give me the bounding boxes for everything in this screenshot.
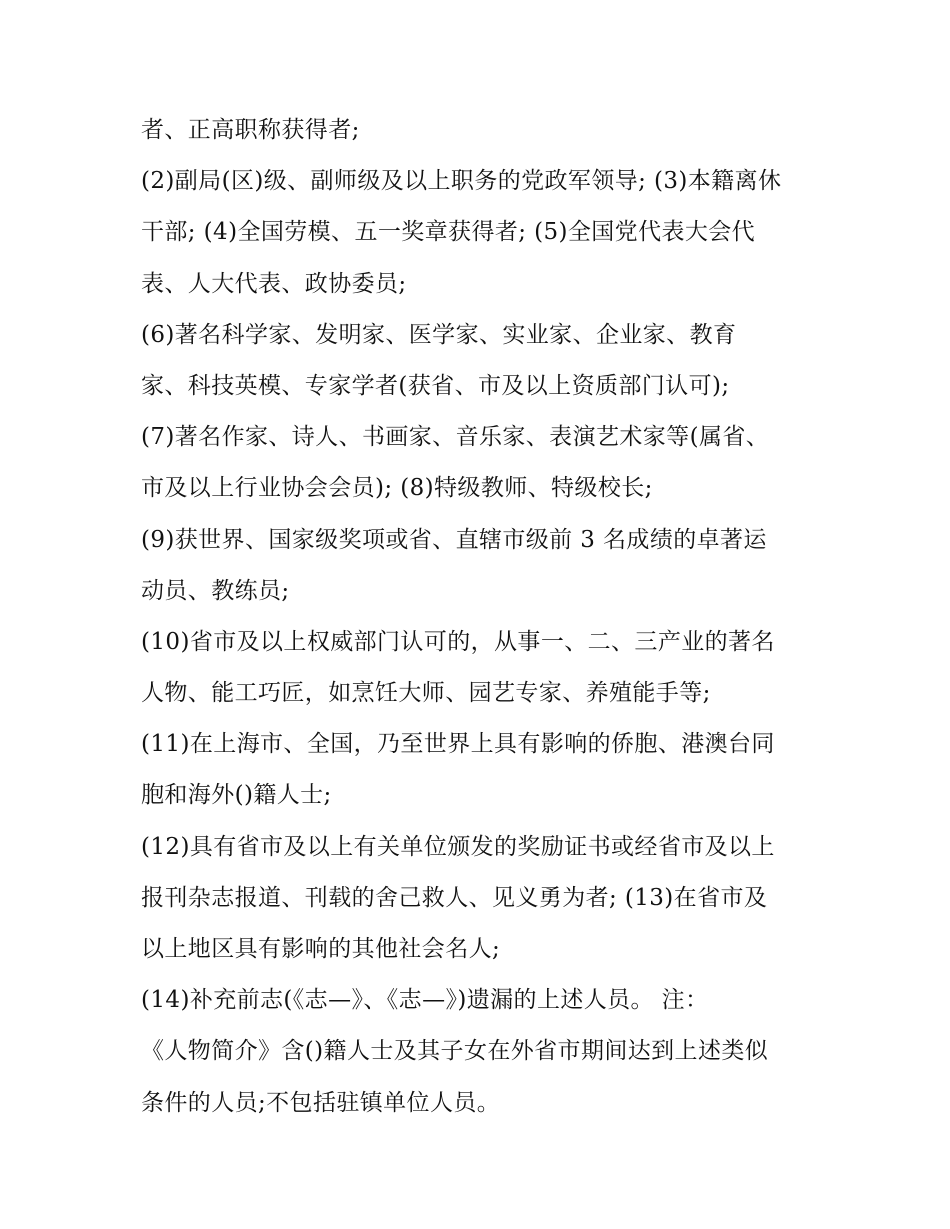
text-line: (9)获世界、国家级奖项或省、直辖市级前 3 名成绩的卓著运 xyxy=(141,526,767,553)
text-line: 报刊杂志报道、刊载的舍己救人、见义勇为者; (13)在省市及 xyxy=(141,884,768,911)
text-line: (10)省市及以上权威部门认可的，从事一、二、三产业的著名 xyxy=(141,628,775,655)
text-line: 家、科技英模、专家学者(获省、市及以上资质部门认可); xyxy=(141,372,730,399)
text-line: 表、人大代表、政协委员; xyxy=(141,270,407,297)
text-line: (2)副局(区)级、副师级及以上职务的党政军领导; (3)本籍离休 xyxy=(141,168,782,195)
text-line: 人物、能工巧匠，如烹饪大师、园艺专家、养殖能手等; xyxy=(141,680,711,707)
text-line: 者、正高职称获得者; xyxy=(141,117,360,143)
document-body xyxy=(141,105,821,1129)
text-line: (12)具有省市及以上有关单位颁发的奖励证书或经省市及以上 xyxy=(141,833,775,860)
text-line: 条件的人员;不包括驻镇单位人员。 xyxy=(141,1089,501,1116)
text-line: 市及以上行业协会会员); (8)特级教师、特级校长; xyxy=(141,475,653,502)
text-line: 胞和海外()籍人士; xyxy=(141,782,332,809)
text-line: 干部; (4)全国劳模、五一奖章获得者; (5)全国党代表大会代 xyxy=(141,219,756,246)
text-line: 动员、教练员; xyxy=(141,577,290,604)
text-line: (14)补充前志(《志—》、《志—》)遗漏的上述人员。 注： xyxy=(141,987,709,1014)
text-line: 以上地区具有影响的其他社会名人; xyxy=(141,936,501,962)
text-line: (11)在上海市、全国，乃至世界上具有影响的侨胞、港澳台同 xyxy=(141,731,775,758)
text-line: (7)著名作家、诗人、书画家、音乐家、表演艺术家等(属省、 xyxy=(141,424,770,451)
text-line: (6)著名科学家、发明家、医学家、实业家、企业家、教育 xyxy=(141,321,737,348)
text-line: 《人物简介》含()籍人士及其子女在外省市期间达到上述类似 xyxy=(141,1038,769,1065)
